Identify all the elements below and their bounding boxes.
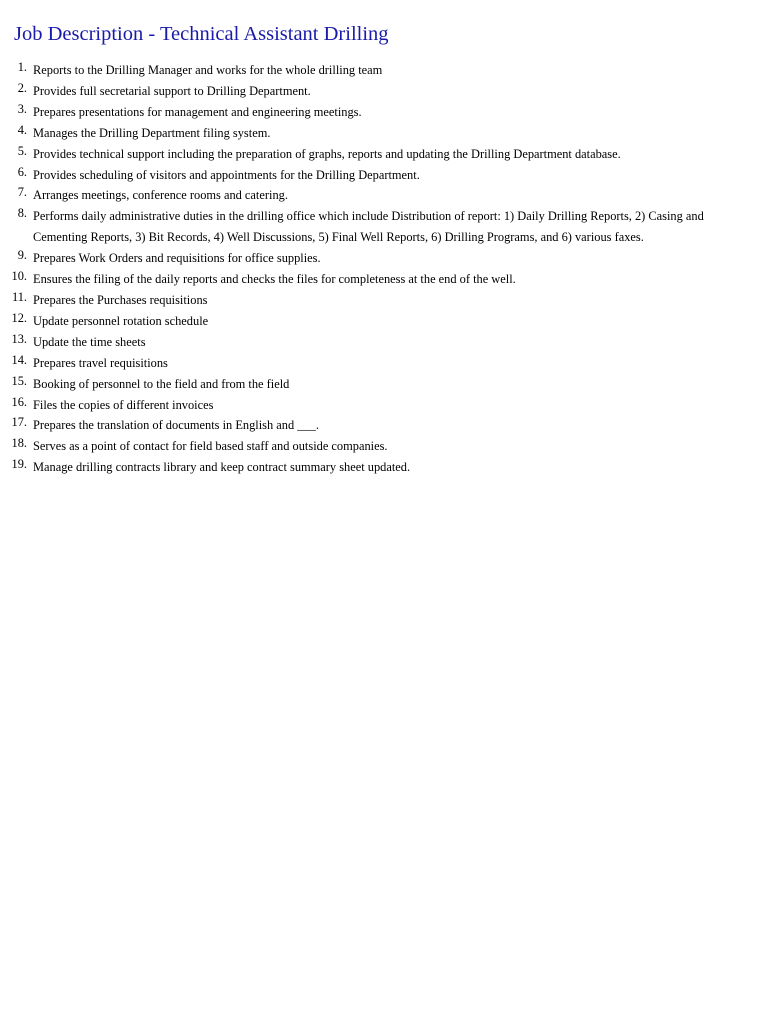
duty-item [0,374,768,395]
duty-text: Prepares travel requisitions [33,355,168,370]
duty-number: 11. [11,289,27,304]
duty-number: 16. [11,394,27,409]
duty-text: Files the copies of different invoices [33,397,214,412]
duty-text: Prepares the Purchases requisitions [33,292,208,307]
duty-text: Prepares Work Orders and requisitions for office supplies. [33,251,321,266]
duty-text: Update the time sheets [33,334,146,349]
duty-text: Manage drilling contracts library and keep contract summary sheet updated. [33,460,411,475]
duty-text: Arranges meetings, conference rooms and catering. [33,188,288,203]
duty-text: Update personnel rotation schedule [33,313,209,328]
duty-item [0,290,768,311]
duty-item [0,185,768,206]
duty-text: Reports to the Drilling Manager and works for the whole drilling team [33,63,383,77]
duty-item [0,395,768,416]
duty-item [0,269,768,290]
duty-text: Ensures the filing of the daily reports and checks the files for completeness at the end of the well. [33,272,516,287]
duty-number: 3. [17,101,27,116]
duty-text: Provides full secretarial support to Drilling Department. [33,83,311,98]
duty-number: 6. [17,164,27,179]
duty-item [0,60,768,81]
duty-item [0,206,768,248]
duty-item [0,123,768,144]
document-title: Job Description - Technical Assistant Drilling [14,23,389,45]
duty-item [0,311,768,332]
duty-text: Manages the Drilling Department filing system. [33,125,271,140]
duty-number: 15. [11,373,27,388]
duty-number: 8. [17,206,27,221]
duty-number: 2. [17,80,27,95]
duty-text: Prepares presentations for management and engineering meetings. [33,104,362,119]
duty-number: 4. [17,122,27,137]
duty-text: Provides scheduling of visitors and appointments for the Drilling Department. [33,167,420,182]
duty-number: 7. [17,185,27,200]
duty-number: 19. [11,457,27,472]
duty-number: 18. [11,436,27,451]
duty-number: 17. [11,415,27,430]
duty-text: Prepares the translation of documents in English and ___. [33,418,319,433]
duty-item [0,353,768,374]
duty-text: Provides technical support including the preparation of graphs, reports and updating the Drilling Department database. [33,146,621,161]
duty-item [0,332,768,353]
duty-item [0,165,768,186]
duty-number: 1. [17,60,27,74]
duty-number: 13. [11,331,27,346]
duty-number: 9. [17,248,27,263]
duty-item [0,436,768,457]
duty-text: Serves as a point of contact for field based staff and outside companies. [33,439,388,454]
duty-text: Performs daily administrative duties in the drilling office which include Distribution of report: 1) Daily Drilling Reports, 2) Casing and Cementing Reports, 3) Bit Records, 4) Well Discussions, 5) Final Well Reports, 6) Drilling Programs, and 6) various faxes. [33,209,704,245]
duty-item [0,457,768,478]
duty-text: Booking of personnel to the field and from the field [33,376,290,391]
duties-list [0,60,768,478]
duty-number: 5. [17,143,27,158]
duty-number: 14. [11,352,27,367]
duty-item [0,144,768,165]
duty-item [0,248,768,269]
duty-number: 12. [11,310,27,325]
duty-item [0,102,768,123]
duty-item [0,415,768,436]
duty-item [0,81,768,102]
duty-number: 10. [11,269,27,284]
